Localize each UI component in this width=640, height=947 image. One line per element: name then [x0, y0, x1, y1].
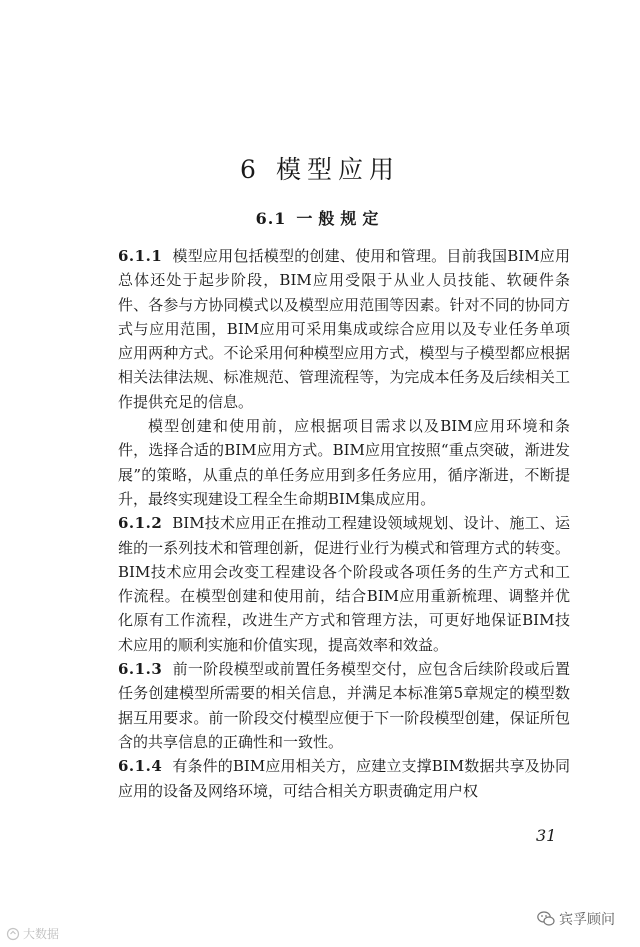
wechat-icon: [537, 911, 555, 927]
clause-number: 6.1.4: [118, 757, 163, 776]
clause-text: 有条件的BIM应用相关方，应建立支撑BIM数据共享及协同应用的设备及网络环境，可结合相关方职责确定用户权: [118, 757, 570, 800]
page-number: 31: [536, 826, 557, 845]
clause-text: 模型创建和使用前，应根据项目需求以及BIM应用环境和条件，选择合适的BIM应用方式。BIM应用宜按照“重点突破，渐进发展”的策略，从重点的单任务应用到多任务应用，循序渐进，不断提升，最终实现建设工程全生命期BIM集成应用。: [118, 417, 570, 508]
share-icon: [6, 927, 20, 941]
clause-number: 6.1.2: [118, 514, 163, 533]
clause-text: 模型应用包括模型的创建、使用和管理。目前我国BIM应用总体还处于起步阶段，BIM应用受限于从业人员技能、软硬件条件、各参与方协同模式以及模型应用范围等因素。针对不同的协同方式与应用范围，BIM应用可采用集成或综合应用以及专业任务单项应用两种方式。不论采用何种模型应用方式，模型与子模型都应根据相关法律法规、标准规范、管理流程等，为完成本任务及后续相关工作提供充足的信息。: [118, 247, 570, 411]
chapter-heading: [0, 152, 640, 188]
clause-number: 6.1.3: [118, 660, 163, 679]
clause-6-1-1: [118, 244, 570, 414]
section-heading: [0, 207, 640, 231]
clause-6-1-2: [118, 511, 570, 657]
chapter-title: 模型应用: [275, 155, 400, 184]
watermark-left-text: 大数据: [23, 927, 60, 941]
clause-6-1-3: [118, 657, 570, 754]
watermark-left: [6, 925, 59, 942]
clause-number: 6.1.1: [118, 247, 163, 265]
clause-text: BIM技术应用正在推动工程建设领域规划、设计、施工、运维的一系列技术和管理创新，促进行业行为模式和管理方式的转变。BIM技术应用会改变工程建设各个阶段或各项任务的生产方式和工作流程。在模型创建和使用前，结合BIM应用重新梳理、调整并优化原有工作流程，改进生产方式和管理方法，可更好地保证BIM技术应用的顺利实施和价值实现，提高效率和效益。: [118, 514, 570, 654]
section-title: 一般规定: [296, 209, 385, 228]
watermark-right: [537, 909, 615, 929]
clause-text: 前一阶段模型或前置任务模型交付，应包含后续阶段或后置任务创建模型所需要的相关信息，并满足本标准第5章规定的模型数据互用要求。前一阶段交付模型应便于下一阶段模型创建，保证所包含的共享信息的正确性和一致性。: [118, 660, 570, 751]
clause-6-1-1-continued: [118, 414, 570, 511]
body-text: [118, 244, 570, 803]
section-number: 6.1: [255, 209, 287, 228]
clause-6-1-4: [118, 754, 570, 803]
watermark-right-text: 宾孚顾问: [559, 912, 615, 928]
chapter-number: 6: [240, 155, 262, 184]
